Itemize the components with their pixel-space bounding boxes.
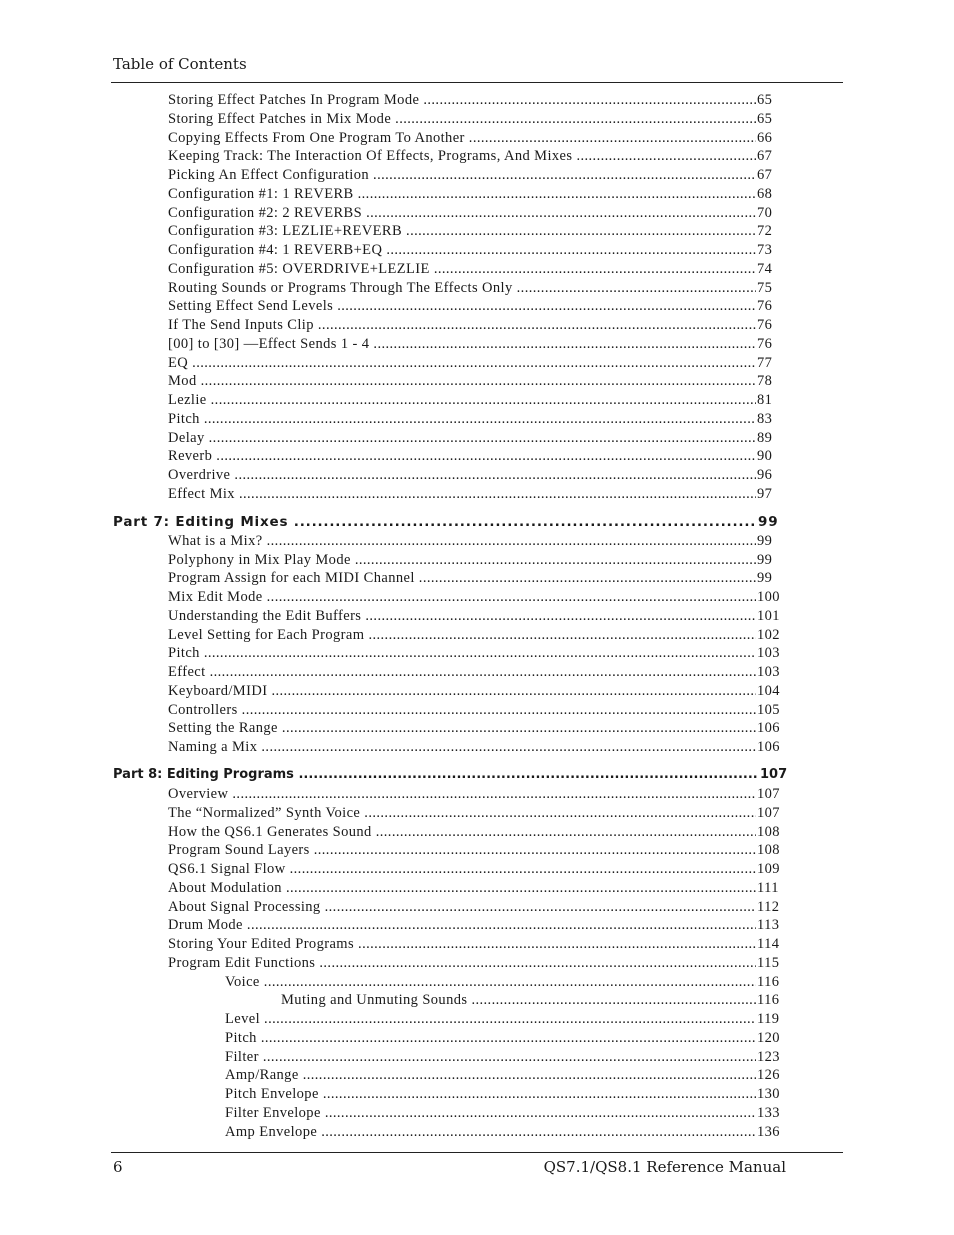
toc-entry[interactable]	[0, 297, 954, 316]
toc-part-heading[interactable]	[0, 766, 954, 785]
toc-entry-title: Part 7: Editing Mixes .....	[113, 513, 757, 532]
toc-entry[interactable]	[0, 644, 954, 663]
toc-entry-title: Amp/Range .....	[225, 1066, 756, 1085]
toc-entry[interactable]	[0, 1048, 954, 1067]
toc-entry[interactable]	[0, 110, 954, 129]
toc-entry-title: Level .....	[225, 1010, 756, 1029]
toc-entry-page: 114	[757, 936, 780, 952]
toc-entry-page: 108	[757, 823, 780, 840]
toc-entry-page: 96	[757, 467, 773, 483]
toc-entry[interactable]	[0, 485, 954, 504]
header-divider	[111, 82, 843, 83]
toc-entry[interactable]	[0, 260, 954, 279]
toc-entry[interactable]	[0, 701, 954, 720]
toc-entry[interactable]	[0, 372, 954, 391]
toc-entry-title: EQ .....	[168, 354, 756, 373]
toc-entry-page: 73	[757, 242, 773, 258]
toc-entry-page: 76	[757, 317, 773, 333]
toc-entry-title: If The Send Inputs Clip .....	[168, 316, 756, 335]
toc-entry-page: 106	[757, 739, 780, 755]
toc-entry-page: 107	[759, 766, 787, 785]
toc-entry-page: 112	[757, 898, 780, 915]
toc-entry-page: 81	[757, 392, 773, 408]
page-header-title: Table of Contents	[113, 55, 247, 73]
toc-entry[interactable]	[0, 466, 954, 485]
toc-entry-page: 133	[757, 1104, 780, 1121]
toc-entry-title: Program Sound Layers .....	[168, 841, 756, 860]
table-of-contents	[0, 91, 954, 1141]
toc-entry-title: Keyboard/MIDI .....	[168, 682, 756, 701]
toc-entry[interactable]	[0, 1066, 954, 1085]
toc-entry[interactable]	[0, 588, 954, 607]
toc-entry[interactable]	[0, 185, 954, 204]
toc-entry[interactable]	[0, 410, 954, 429]
toc-entry-page: 68	[757, 185, 773, 202]
toc-entry-title: Overdrive .....	[168, 466, 756, 485]
section-gap	[0, 504, 954, 514]
toc-entry-page: 120	[757, 1029, 780, 1046]
toc-entry-title: Understanding the Edit Buffers .....	[168, 607, 756, 626]
toc-entry[interactable]	[0, 569, 954, 588]
toc-entry[interactable]	[0, 316, 954, 335]
toc-entry-title: Lezlie .....	[168, 391, 756, 410]
toc-entry[interactable]	[0, 823, 954, 842]
toc-entry-title: Pitch Envelope .....	[225, 1085, 756, 1104]
toc-entry-title: Picking An Effect Configuration .....	[168, 166, 756, 185]
toc-entry-page: 74	[757, 260, 773, 277]
toc-entry[interactable]	[0, 532, 954, 551]
toc-entry[interactable]	[0, 1123, 954, 1142]
toc-entry-page: 130	[757, 1086, 780, 1102]
toc-entry-title: Amp Envelope .....	[225, 1123, 756, 1142]
toc-entry-page: 65	[757, 92, 773, 108]
toc-entry[interactable]	[0, 841, 954, 860]
toc-entry[interactable]	[0, 804, 954, 823]
toc-entry-page: 119	[757, 1011, 780, 1027]
toc-entry-page: 77	[757, 354, 773, 371]
toc-entry-page: 107	[757, 804, 780, 821]
toc-entry-title: Copying Effects From One Program To Another .....	[168, 129, 756, 148]
toc-entry[interactable]	[0, 663, 954, 682]
toc-entry-title: Mod .....	[168, 372, 756, 391]
toc-entry-page: 109	[757, 861, 780, 877]
toc-entry-page: 108	[757, 842, 780, 859]
toc-entry-page: 78	[757, 373, 773, 390]
toc-entry-title: Program Assign for each MIDI Channel .....	[168, 569, 756, 588]
toc-entry-page: 100	[757, 589, 780, 605]
toc-entry-page: 104	[757, 682, 780, 699]
toc-entry[interactable]	[0, 166, 954, 185]
toc-entry-page: 116	[757, 992, 780, 1009]
toc-entry-page: 99	[757, 532, 773, 549]
toc-entry[interactable]	[0, 1029, 954, 1048]
toc-entry-title: Mix Edit Mode .....	[168, 588, 756, 607]
toc-entry-title: Pitch .....	[225, 1029, 756, 1048]
toc-entry-page: 101	[757, 607, 780, 624]
toc-entry-title: About Modulation .....	[168, 879, 756, 898]
toc-entry[interactable]	[0, 1085, 954, 1104]
toc-entry[interactable]	[0, 91, 954, 110]
toc-entry-page: 66	[757, 129, 773, 146]
toc-entry-page: 75	[757, 279, 773, 296]
toc-entry[interactable]	[0, 973, 954, 992]
toc-entry[interactable]	[0, 147, 954, 166]
toc-entry-title: Keeping Track: The Interaction Of Effects, Programs, And Mixes .....	[168, 147, 756, 166]
toc-entry[interactable]	[0, 607, 954, 626]
toc-entry-page: 89	[757, 429, 773, 446]
toc-entry[interactable]	[0, 429, 954, 448]
toc-entry-title: [00] to [30] —Effect Sends 1 - 4 .....	[168, 335, 756, 354]
toc-entry-page: 103	[757, 664, 780, 680]
toc-entry-page: 67	[757, 167, 773, 183]
toc-entry-page: 65	[757, 110, 773, 127]
toc-entry-page: 70	[757, 204, 773, 221]
toc-entry-title: Filter .....	[225, 1048, 756, 1067]
toc-entry-page: 106	[757, 720, 780, 737]
toc-entry[interactable]	[0, 204, 954, 223]
page-number: 6	[113, 1158, 123, 1176]
toc-entry[interactable]	[0, 279, 954, 298]
toc-entry-title: What is a Mix? .....	[168, 532, 756, 551]
toc-entry[interactable]	[0, 879, 954, 898]
toc-entry-title: Program Edit Functions .....	[168, 954, 756, 973]
toc-entry-page: 111	[757, 879, 779, 896]
toc-entry-title: Pitch .....	[168, 644, 756, 663]
toc-entry-page: 76	[757, 298, 773, 315]
toc-entry-title: Setting Effect Send Levels .....	[168, 297, 756, 316]
toc-entry-page: 97	[757, 485, 773, 502]
toc-entry-page: 72	[757, 223, 773, 240]
toc-entry-title: Configuration #4: 1 REVERB+EQ .....	[168, 241, 756, 260]
manual-title: QS7.1/QS8.1 Reference Manual	[543, 1158, 786, 1176]
toc-entry[interactable]	[0, 860, 954, 879]
toc-entry[interactable]	[0, 551, 954, 570]
toc-part-heading[interactable]	[0, 513, 954, 532]
toc-entry-title: Configuration #1: 1 REVERB .....	[168, 185, 756, 204]
toc-entry-title: Pitch .....	[168, 410, 756, 429]
toc-entry[interactable]	[0, 1104, 954, 1123]
toc-entry-title: Muting and Unmuting Sounds .....	[281, 991, 756, 1010]
toc-entry-page: 102	[757, 626, 780, 643]
toc-entry-title: Naming a Mix .....	[168, 738, 756, 757]
toc-entry-title: Controllers .....	[168, 701, 756, 720]
toc-entry[interactable]	[0, 626, 954, 645]
toc-entry-title: Voice .....	[225, 973, 756, 992]
toc-entry-title: Part 8: Editing Programs .....	[113, 766, 759, 785]
toc-entry-page: 105	[757, 701, 780, 718]
toc-entry[interactable]	[0, 222, 954, 241]
toc-entry-page: 103	[757, 645, 780, 662]
toc-entry-title: Configuration #5: OVERDRIVE+LEZLIE .....	[168, 260, 756, 279]
toc-entry-page: 76	[757, 335, 773, 352]
toc-entry-title: Polyphony in Mix Play Mode .....	[168, 551, 756, 570]
toc-entry-title: Overview .....	[168, 785, 756, 804]
toc-entry-page: 107	[757, 786, 780, 802]
toc-entry[interactable]	[0, 1010, 954, 1029]
toc-entry-title: Storing Effect Patches In Program Mode .....	[168, 91, 756, 110]
toc-entry-page: 136	[757, 1123, 780, 1140]
toc-entry[interactable]	[0, 129, 954, 148]
toc-entry-page: 83	[757, 410, 773, 427]
toc-entry-title: Drum Mode .....	[168, 916, 756, 935]
toc-entry-page: 115	[757, 954, 780, 971]
toc-entry-title: Configuration #3: LEZLIE+REVERB .....	[168, 222, 756, 241]
toc-entry[interactable]	[0, 391, 954, 410]
toc-entry-title: Setting the Range .....	[168, 719, 756, 738]
toc-entry[interactable]	[0, 447, 954, 466]
toc-entry[interactable]	[0, 991, 954, 1010]
toc-entry-title: How the QS6.1 Generates Sound .....	[168, 823, 756, 842]
toc-entry[interactable]	[0, 785, 954, 804]
toc-entry[interactable]	[0, 738, 954, 757]
toc-entry-title: Effect Mix .....	[168, 485, 756, 504]
toc-entry[interactable]	[0, 335, 954, 354]
toc-entry[interactable]	[0, 241, 954, 260]
toc-entry[interactable]	[0, 916, 954, 935]
toc-entry-title: Effect .....	[168, 663, 756, 682]
footer-divider	[111, 1152, 843, 1153]
toc-entry[interactable]	[0, 682, 954, 701]
toc-entry-page: 116	[757, 973, 780, 990]
toc-entry-title: Filter Envelope .....	[225, 1104, 756, 1123]
toc-entry-page: 99	[758, 514, 779, 530]
toc-entry[interactable]	[0, 719, 954, 738]
toc-entry-title: About Signal Processing .....	[168, 898, 756, 917]
toc-entry-page: 90	[757, 448, 773, 465]
toc-entry-page: 99	[757, 551, 773, 568]
toc-entry[interactable]	[0, 354, 954, 373]
toc-entry[interactable]	[0, 935, 954, 954]
toc-entry-page: 113	[757, 917, 780, 934]
toc-entry-title: QS6.1 Signal Flow .....	[168, 860, 756, 879]
toc-entry-title: Reverb .....	[168, 447, 756, 466]
toc-entry-title: Storing Effect Patches in Mix Mode .....	[168, 110, 756, 129]
section-gap	[0, 757, 954, 767]
toc-entry-title: Routing Sounds or Programs Through The Effects Only .....	[168, 279, 756, 298]
toc-entry-title: The “Normalized” Synth Voice .....	[168, 804, 756, 823]
toc-entry-page: 99	[757, 570, 773, 587]
toc-entry-title: Storing Your Edited Programs .....	[168, 935, 756, 954]
toc-entry-page: 126	[757, 1067, 780, 1084]
toc-entry[interactable]	[0, 898, 954, 917]
toc-entry-title: Delay .....	[168, 429, 756, 448]
toc-entry[interactable]	[0, 954, 954, 973]
toc-entry-title: Level Setting for Each Program .....	[168, 626, 756, 645]
toc-entry-page: 123	[757, 1048, 780, 1065]
toc-entry-page: 67	[757, 148, 773, 165]
toc-entry-title: Configuration #2: 2 REVERBS .....	[168, 204, 756, 223]
